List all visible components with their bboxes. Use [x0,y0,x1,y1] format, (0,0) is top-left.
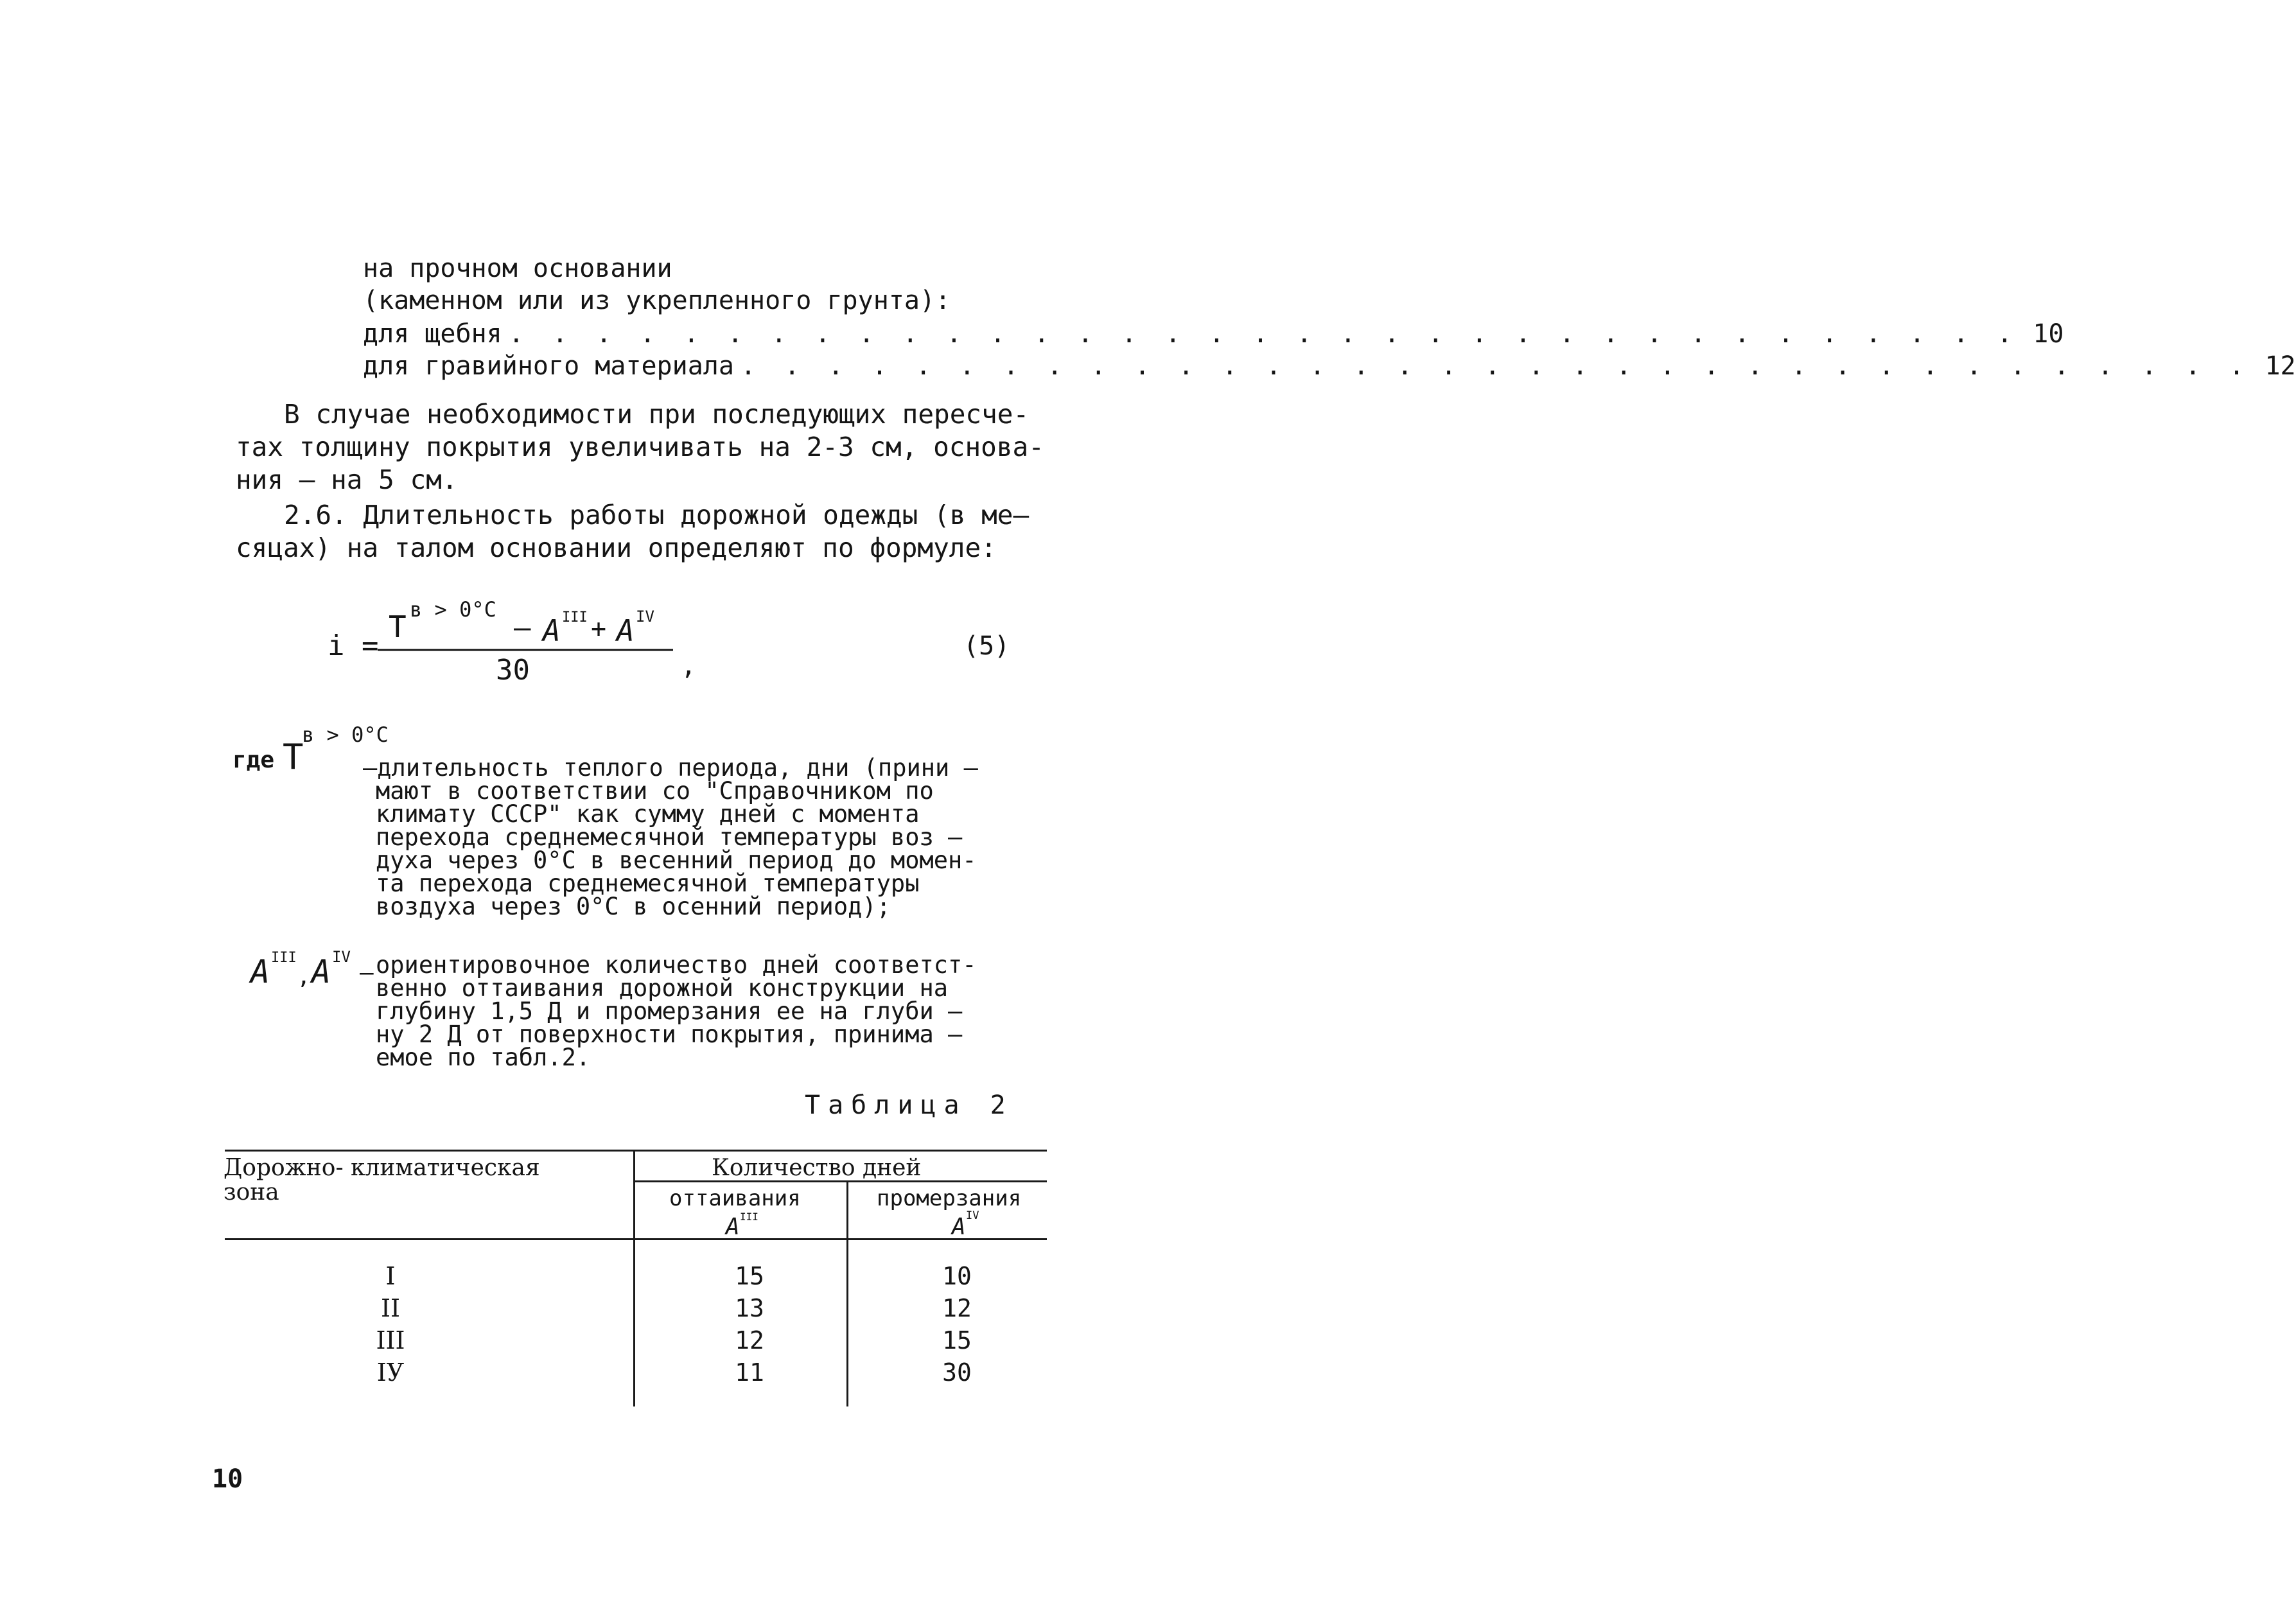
note-line: В случае необходимости при последующих пересче- [284,399,1030,430]
table-cell-thaw: 11 [735,1358,764,1387]
intro-line-2: (каменном или из укрепленного грунта): [363,286,951,315]
section-line: сяцах) на талом основании определяют по формуле: [236,532,997,563]
formula-T: T [389,609,407,644]
definition-line: воздуха через 0°С в осенний период); [376,893,891,920]
table-cell-thaw: 13 [735,1294,764,1322]
formula-A3: A [543,613,561,648]
formula-5 [328,597,726,694]
page-number: 10 [212,1464,243,1494]
header-freeze: промерзания [877,1186,1022,1211]
table-cell-freeze: 10 [942,1262,972,1290]
table-cell-freeze: 15 [942,1326,972,1354]
header-zone-line-2: зона [223,1179,279,1205]
material-value: 12 [2265,351,2296,381]
definition-2-dash: – [360,959,374,986]
definition-line: ориентировочное количество дней соответст- [376,951,977,979]
header-days: Количество дней [712,1155,922,1181]
material-label: для гравийного материала [363,351,734,381]
definition-line: перехода среднемесячной температуры воз – [376,823,963,851]
header-thaw-symbol [726,1209,764,1238]
definition-line: ну 2 Д от поверхности покрытия, принима – [376,1021,963,1048]
definition-2-text [376,951,1044,1071]
table-header-rule [225,1238,1047,1240]
definition-line: глубину 1,5 Д и промерзания ее на глуби – [376,997,963,1025]
table-cell-freeze: 12 [942,1294,972,1322]
freeze-A-sup: IV [966,1209,979,1222]
formula-A3-sup: III [562,609,588,626]
definition-2-separator: , [297,963,311,990]
table-col-rule-2 [846,1182,848,1406]
definition-line: климату СССР" как сумму дней с момента [376,800,920,828]
formula-plus: + [591,614,607,644]
thaw-A: A [726,1214,740,1240]
leader-dots: . . . . . . . . . . . . . . . . . . . . . . . . . . . . . . . . . . . [740,351,2251,381]
section-2-6-paragraph [236,499,1032,565]
definition-line: –длительность теплого периода, дни (прини – [363,754,978,782]
definition-2-A3: A [250,953,270,990]
formula-denominator: 30 [496,654,530,687]
table-cell-thaw: 15 [735,1262,764,1290]
table-cell-thaw: 12 [735,1326,764,1354]
material-item-crushed-stone [363,319,2064,349]
definition-1-text [363,754,1044,920]
table-cell-zone: IУ [376,1358,405,1387]
intro-line-1: на прочном основании [363,254,672,283]
material-item-gravel [363,351,2296,381]
definition-line: духа через 0°С в весенний период до момен- [376,846,977,874]
definition-line: та перехода среднемесячной температуры [376,870,920,897]
formula-T-sup: в > 0°C [410,597,496,622]
definition-1-symbol [232,716,389,777]
material-label: для щебня [363,319,502,349]
definition-2-A3-sup: III [271,950,297,966]
definition-line: мают в соответствии со "Справочником по [376,777,934,805]
material-value: 10 [2033,319,2064,349]
formula-lhs: i = [328,629,379,662]
table-cell-freeze: 30 [942,1358,972,1387]
definition-2-symbols [250,944,379,995]
definition-2-A4-sup: IV [332,948,351,966]
where-word: где [232,747,275,773]
table-cell-zone: I [385,1262,396,1290]
table-cell-zone: III [376,1326,405,1354]
header-freeze-symbol [952,1207,990,1238]
note-paragraph [236,398,1044,496]
freeze-A: A [952,1214,966,1240]
section-line: 2.6. Длительность работы дорожной одежды (в ме– [284,500,1030,530]
thaw-A-sup: III [740,1211,758,1223]
definition-2-A4: A [311,953,331,990]
table-col-rule-1 [633,1150,635,1406]
definition-line: емое по табл.2. [376,1044,591,1071]
days-table [225,1150,1047,1406]
definition-line: венно оттаивания дорожной конструкции на [376,974,949,1002]
table-top-rule [225,1150,1047,1152]
formula-comma: , [681,651,697,681]
definition-1-T: T [283,737,304,777]
table-cell-zone: II [380,1294,401,1322]
note-line: тах толщину покрытия увеличивать на 2-3 см, основа- [236,432,1044,462]
header-thaw: оттаивания [669,1186,801,1211]
formula-A4-sup: IV [636,608,654,626]
formula-number: (5) [963,631,1010,661]
table-caption: Таблица 2 [805,1091,1013,1120]
note-line: ния – на 5 см. [236,464,458,495]
formula-A4: A [617,613,635,648]
leader-dots: . . . . . . . . . . . . . . . . . . . . . . . . . . . . . . . . . . . [508,319,2019,349]
formula-minus: – [514,611,531,644]
header-zone: Дорожно- климатическая [223,1155,540,1181]
definition-1-T-sup: в > 0°C [302,723,389,747]
